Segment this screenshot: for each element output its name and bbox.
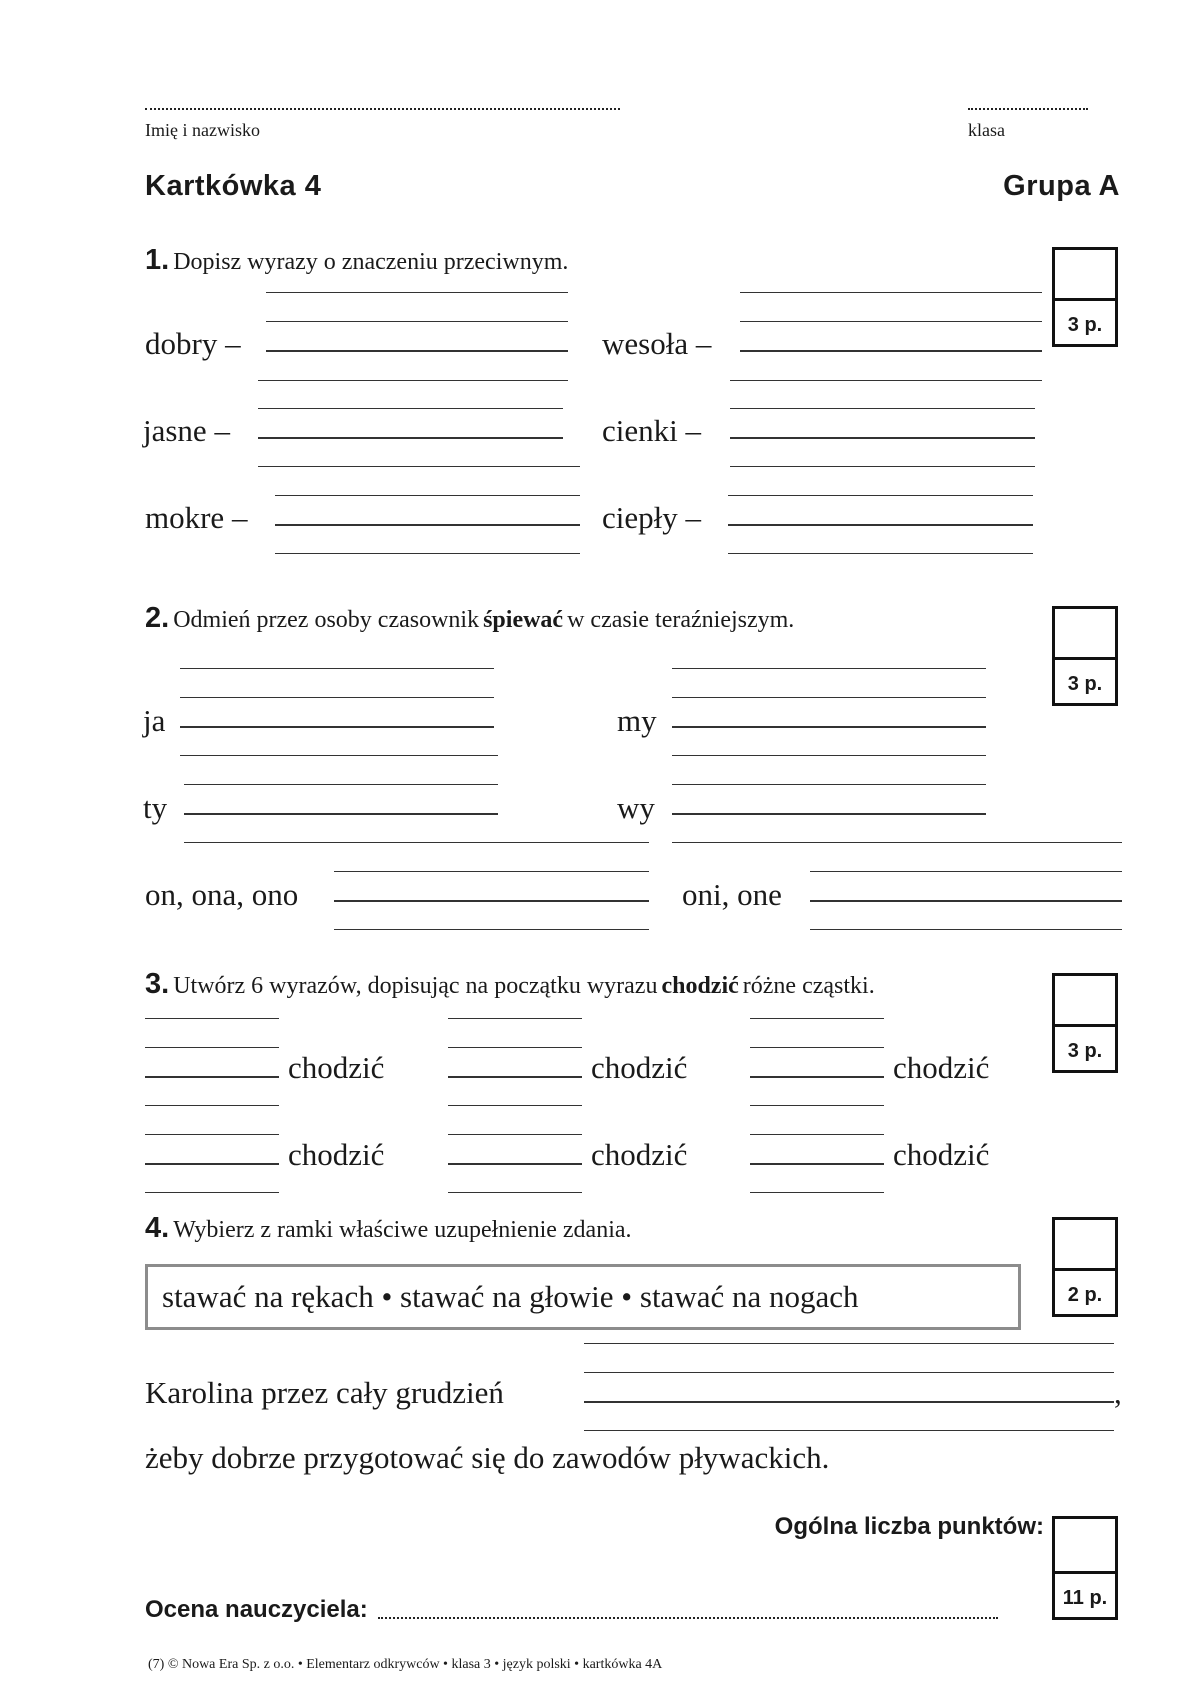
total-points-label: Ogólna liczba punktów: (774, 1513, 1044, 1540)
writing-line[interactable] (750, 1047, 884, 1048)
writing-line[interactable] (728, 553, 1033, 554)
pronoun-my: my (617, 703, 657, 738)
pronoun-ja: ja (143, 703, 166, 738)
writing-line[interactable] (672, 813, 986, 815)
class-dotted-line[interactable] (968, 108, 1088, 110)
task3-heading (145, 968, 875, 1001)
writing-line[interactable] (334, 900, 649, 902)
footer-copyright: (7) © Nowa Era Sp. z o.o. • Elementarz odkrywców • klasa 3 • język polski • kartkówka 4A (148, 1657, 663, 1672)
writing-line[interactable] (266, 350, 568, 352)
writing-line[interactable] (448, 1134, 582, 1135)
writing-line[interactable] (730, 466, 1035, 467)
task2-instruction-start: Odmień przez osoby czasownik (173, 607, 480, 633)
class-label: klasa (968, 120, 1005, 140)
word-dobry: dobry – (145, 326, 241, 361)
writing-line[interactable] (728, 524, 1033, 526)
writing-line[interactable] (810, 929, 1122, 930)
chodzic-suffix: chodzić (288, 1137, 385, 1172)
task3-instruction-start: Utwórz 6 wyrazów, dopisując na początku wyrazu (173, 973, 658, 999)
writing-line[interactable] (266, 292, 568, 293)
writing-line[interactable] (258, 437, 563, 439)
task4-score-box (1052, 1217, 1118, 1317)
sentence-comma: , (1114, 1375, 1122, 1410)
writing-line[interactable] (145, 1134, 279, 1135)
writing-line[interactable] (672, 755, 986, 756)
pronoun-oni-one: oni, one (682, 877, 782, 912)
writing-line[interactable] (740, 350, 1042, 352)
writing-line[interactable] (750, 1163, 884, 1165)
writing-line[interactable] (730, 380, 1042, 381)
writing-line[interactable] (266, 321, 568, 322)
pronoun-wy: wy (617, 790, 655, 825)
pronoun-on-ona-ono: on, ona, ono (145, 877, 299, 912)
page-title: Kartkówka 4 (145, 170, 322, 202)
writing-line[interactable] (180, 755, 498, 756)
task3-verb: chodzić (661, 973, 739, 999)
writing-line[interactable] (180, 697, 494, 698)
task3-score-box (1052, 973, 1118, 1073)
task2-points: 3 p. (1067, 673, 1103, 695)
writing-line[interactable] (672, 842, 1122, 843)
name-label: Imię i nazwisko (145, 120, 260, 140)
writing-line[interactable] (334, 871, 649, 872)
writing-line[interactable] (145, 1163, 279, 1165)
writing-line[interactable] (750, 1076, 884, 1078)
answer-options: stawać na rękach • stawać na głowie • stawać na nogach (162, 1279, 859, 1314)
task2-score-entry[interactable] (1055, 609, 1115, 660)
word-jasne: jasne – (143, 413, 230, 448)
writing-line[interactable] (448, 1163, 582, 1165)
sentence-start: Karolina przez cały grudzień (145, 1375, 504, 1410)
writing-line[interactable] (448, 1018, 582, 1019)
total-score-box (1052, 1516, 1118, 1620)
writing-line[interactable] (740, 292, 1042, 293)
task4-points: 2 p. (1067, 1284, 1103, 1306)
writing-line[interactable] (750, 1134, 884, 1135)
task2-verb: śpiewać (483, 607, 564, 633)
task1-heading (145, 244, 568, 277)
writing-line[interactable] (584, 1401, 1114, 1403)
pronoun-ty: ty (143, 790, 168, 825)
writing-line[interactable] (448, 1076, 582, 1078)
writing-line[interactable] (810, 900, 1122, 902)
writing-line[interactable] (584, 1430, 1114, 1431)
task1-points: 3 p. (1067, 314, 1103, 336)
writing-line[interactable] (145, 1105, 279, 1106)
chodzic-suffix: chodzić (591, 1050, 688, 1085)
teacher-grade-label: Ocena nauczyciela: (145, 1596, 368, 1623)
writing-line[interactable] (584, 1343, 1114, 1344)
writing-line[interactable] (810, 871, 1122, 872)
task4-heading (145, 1212, 632, 1245)
writing-line[interactable] (672, 697, 986, 698)
writing-line[interactable] (275, 553, 580, 554)
task4-instruction: Wybierz z ramki właściwe uzupełnienie zdania. (173, 1217, 632, 1243)
writing-line[interactable] (145, 1076, 279, 1078)
task3-number: 3. (145, 968, 170, 1000)
task1-instruction: Dopisz wyrazy o znaczeniu przeciwnym. (173, 249, 569, 275)
writing-line[interactable] (258, 408, 563, 409)
writing-line[interactable] (180, 668, 494, 669)
word-mokre: mokre – (145, 500, 248, 535)
writing-line[interactable] (584, 1372, 1114, 1373)
sentence-end: żeby dobrze przygotować się do zawodów pływackich. (145, 1440, 830, 1475)
writing-line[interactable] (145, 1192, 279, 1193)
task1-score-box (1052, 247, 1118, 347)
chodzic-suffix: chodzić (893, 1137, 990, 1172)
total-score-entry[interactable] (1055, 1519, 1115, 1574)
chodzic-suffix: chodzić (591, 1137, 688, 1172)
writing-line[interactable] (184, 784, 498, 785)
group-label: Grupa A (1003, 170, 1120, 202)
writing-line[interactable] (334, 929, 649, 930)
task4-score-entry[interactable] (1055, 1220, 1115, 1271)
task3-points: 3 p. (1067, 1040, 1103, 1062)
chodzic-suffix: chodzić (288, 1050, 385, 1085)
task3-instruction-end: różne cząstki. (742, 973, 875, 999)
writing-line[interactable] (730, 437, 1035, 439)
task1-number: 1. (145, 244, 170, 276)
task2-heading (145, 602, 794, 635)
writing-line[interactable] (672, 668, 986, 669)
task1-score-entry[interactable] (1055, 250, 1115, 301)
writing-line[interactable] (448, 1105, 582, 1106)
writing-line[interactable] (258, 466, 580, 467)
writing-line[interactable] (728, 495, 1033, 496)
writing-line[interactable] (180, 726, 494, 728)
task4-number: 4. (145, 1212, 170, 1244)
writing-line[interactable] (184, 813, 498, 815)
answer-options-frame (145, 1264, 1021, 1330)
word-wesola: wesoła – (602, 326, 712, 361)
writing-line[interactable] (750, 1018, 884, 1019)
writing-line[interactable] (672, 726, 986, 728)
writing-line[interactable] (184, 842, 649, 843)
task2-score-box (1052, 606, 1118, 706)
writing-line[interactable] (275, 524, 580, 526)
writing-line[interactable] (740, 321, 1042, 322)
task3-score-entry[interactable] (1055, 976, 1115, 1027)
writing-line[interactable] (730, 408, 1035, 409)
writing-line[interactable] (275, 495, 580, 496)
word-cieply: ciepły – (602, 500, 701, 535)
teacher-grade-line[interactable] (378, 1617, 998, 1619)
writing-line[interactable] (672, 784, 986, 785)
writing-line[interactable] (448, 1192, 582, 1193)
writing-line[interactable] (448, 1047, 582, 1048)
word-cienki: cienki – (602, 413, 701, 448)
task2-instruction-end: w czasie teraźniejszym. (567, 607, 795, 633)
writing-line[interactable] (750, 1105, 884, 1106)
name-dotted-line[interactable] (145, 108, 620, 110)
chodzic-suffix: chodzić (893, 1050, 990, 1085)
writing-line[interactable] (258, 380, 568, 381)
writing-line[interactable] (145, 1047, 279, 1048)
task2-number: 2. (145, 602, 170, 634)
total-points: 11 p. (1062, 1587, 1108, 1609)
writing-line[interactable] (145, 1018, 279, 1019)
writing-line[interactable] (750, 1192, 884, 1193)
